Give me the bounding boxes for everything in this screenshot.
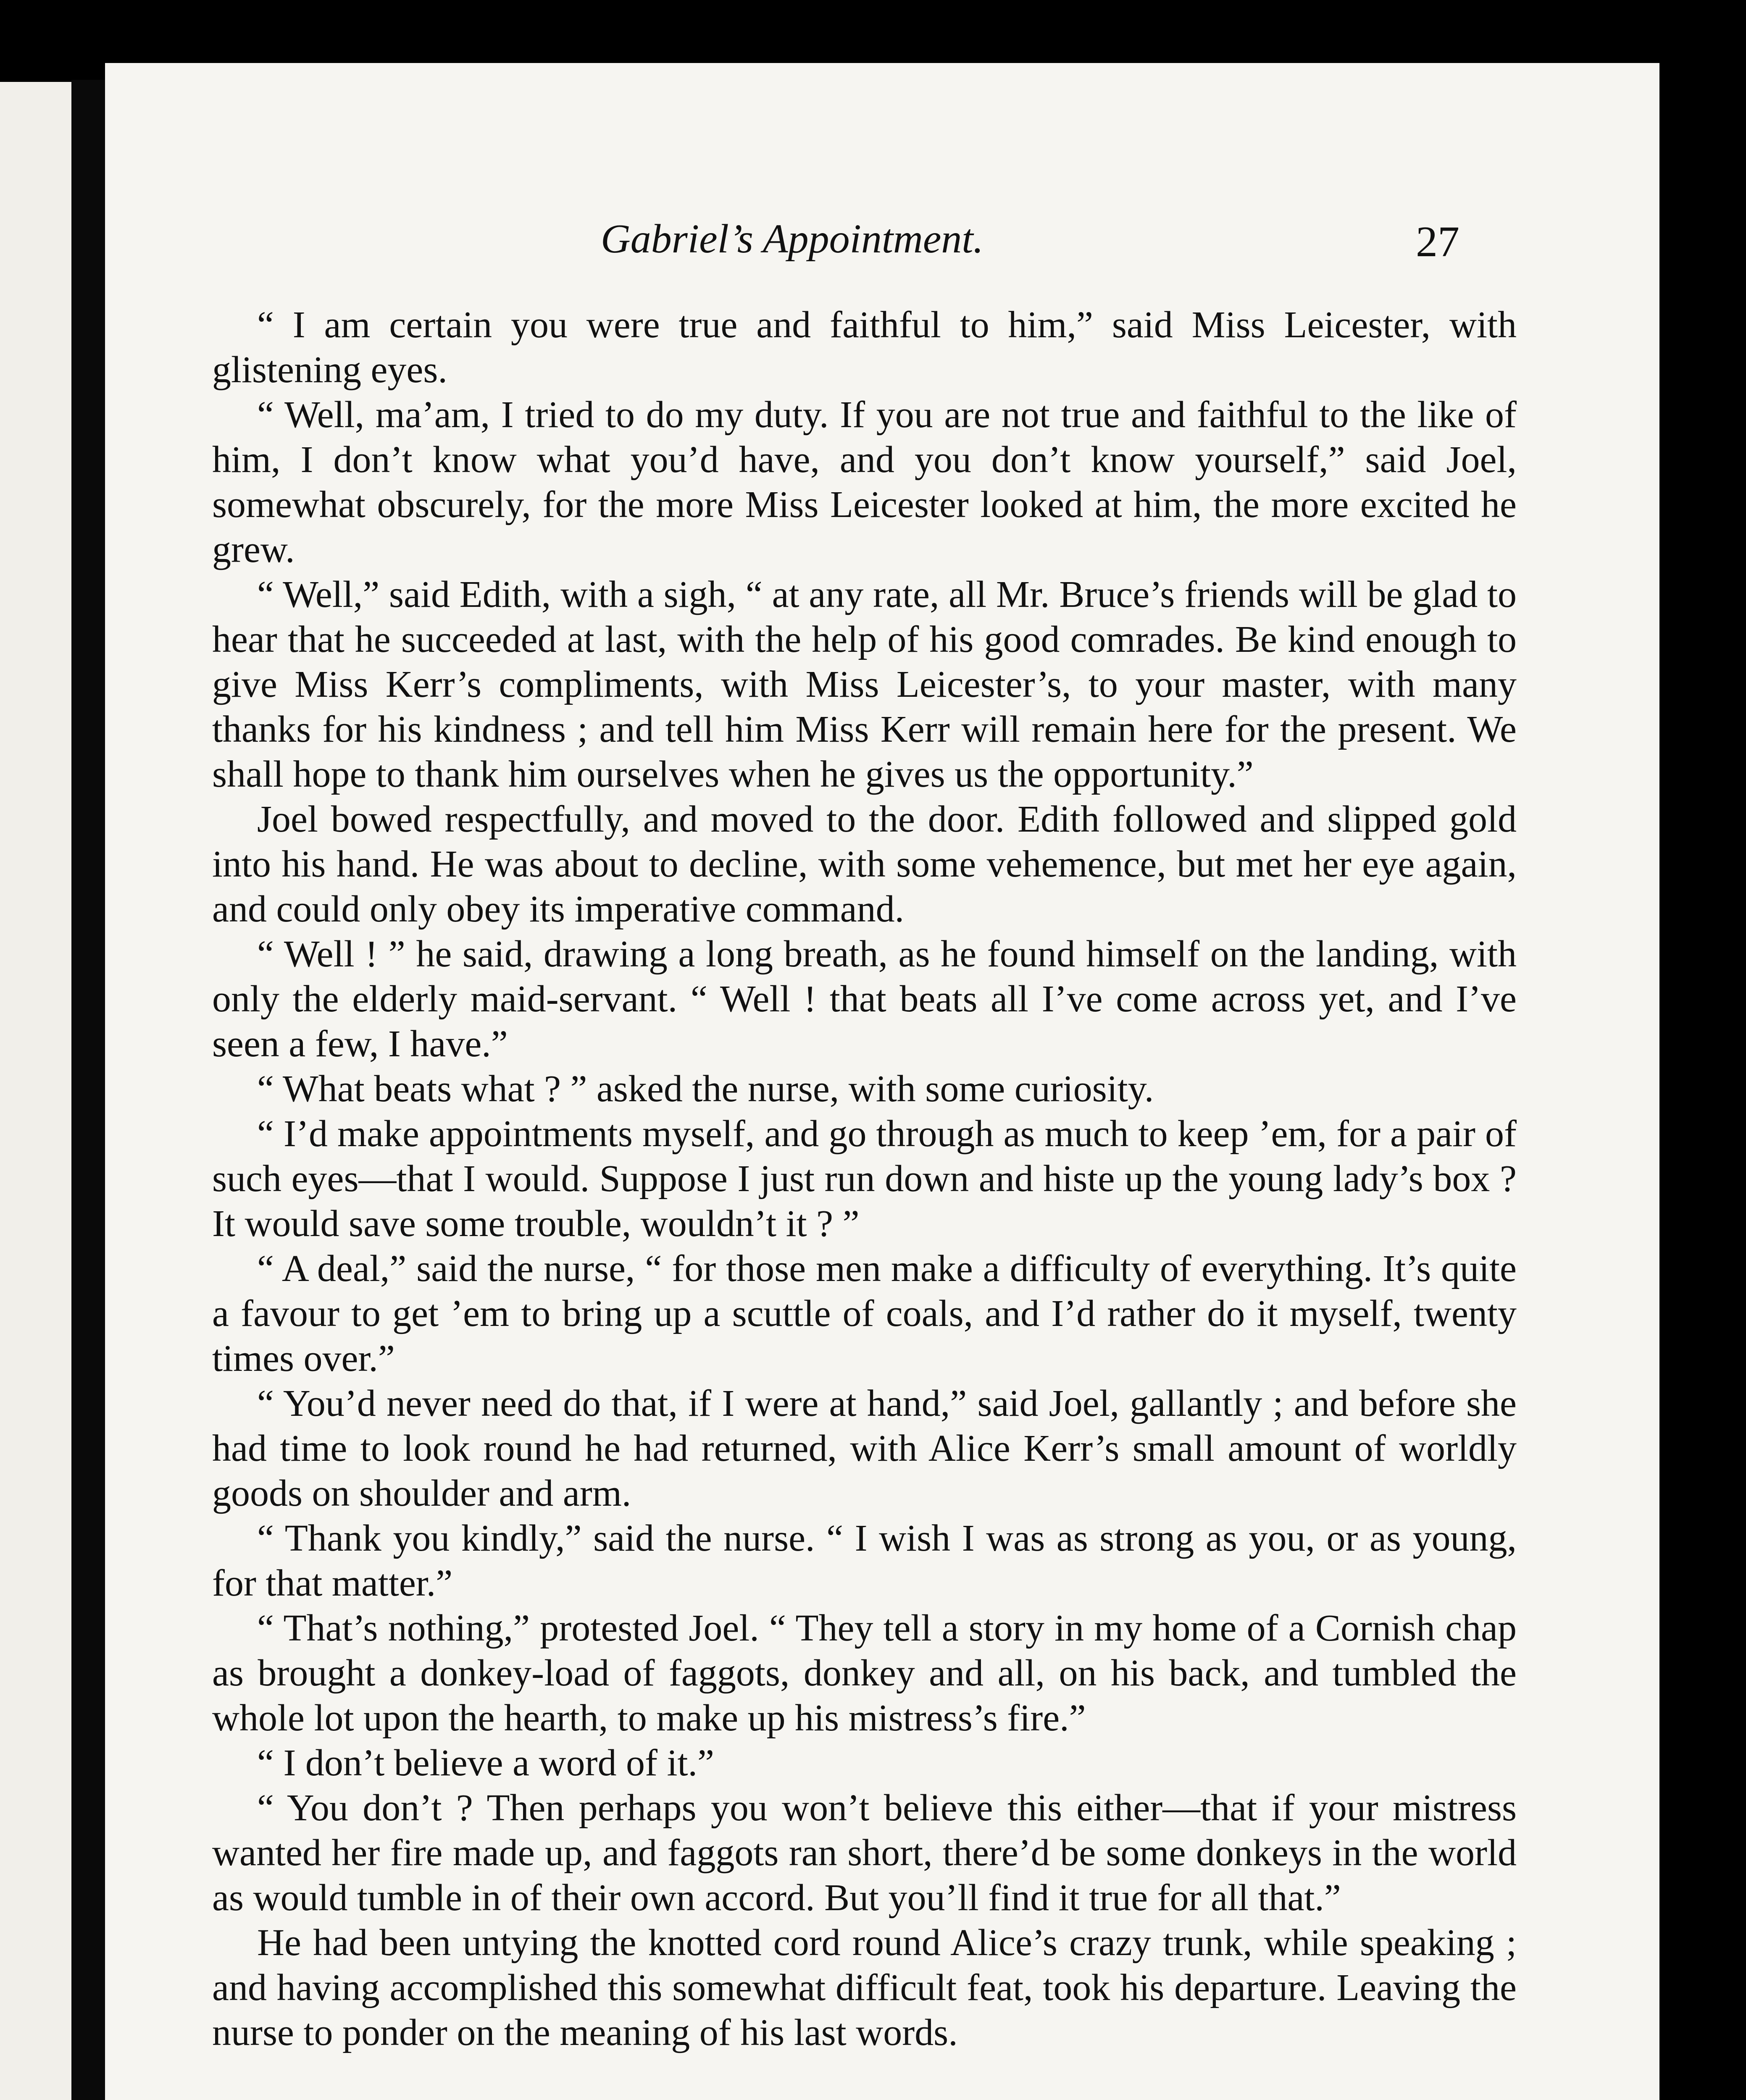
- paragraph: “ A deal,” said the nurse, “ for those men make a difficulty of everything. It’s quite a favour to get ’em to bring up a scuttle of coals, and I’d rather do it myself, twenty times over.”: [212, 1248, 1517, 1379]
- adjacent-page-edge: [0, 82, 71, 2100]
- paragraph: “ I don’t believe a word of it.”: [257, 1742, 714, 1784]
- paragraph: “ Well, ma’am, I tried to do my duty. If you are not true and faithful to the like of him, I don’t know what you’d have, and you don’t know yourself,” said Joel, somewhat obscurely, for the more Miss Leicester looked at him, the more excited he grew.: [212, 394, 1517, 570]
- paragraph: “ What beats what ? ” asked the nurse, with some curiosity.: [257, 1068, 1154, 1110]
- paragraph: He had been untying the knotted cord round Alice’s crazy trunk, while speaking ; and having accomplished this somewhat difficult feat, took his departure. Leaving the nurse to ponder on the meaning of his last words.: [212, 1922, 1517, 2053]
- paragraph: “ You don’t ? Then perhaps you won’t believe this either—that if your mistress wanted her fire made up, and faggots ran short, there’d be some donkeys in the world as would tumble in of their own accord. But you’ll find it true for all that.”: [212, 1787, 1517, 1919]
- running-head: [105, 218, 1559, 273]
- book-page: [105, 63, 1659, 2100]
- body-text: [212, 302, 1517, 2055]
- paragraph: “ That’s nothing,” protested Joel. “ They tell a story in my home of a Cornish chap as brought a donkey-load of faggots, donkey and all, on his back, and tumbled the whole lot upon the hearth, to make up his mistress’s fire.”: [212, 1607, 1517, 1739]
- running-title: Gabriel’s Appointment.: [601, 216, 984, 262]
- paragraph: “ You’d never need do that, if I were at hand,” said Joel, gallantly ; and before she had time to look round he had returned, with Alice Kerr’s small amount of worldly goods on shoulder and arm.: [212, 1383, 1517, 1514]
- paragraph: “ I’d make appointments myself, and go through as much to keep ’em, for a pair of such eyes—that I would. Suppose I just run down and histe up the young lady’s box ? It would save some trouble, wouldn’t it ? ”: [212, 1113, 1517, 1244]
- paragraph: “ I am certain you were true and faithful to him,” said Miss Leicester, with glistening eyes.: [212, 304, 1517, 391]
- paragraph: “ Thank you kindly,” said the nurse. “ I wish I was as strong as you, or as young, for that matter.”: [212, 1517, 1517, 1604]
- paragraph: “ Well ! ” he said, drawing a long breath, as he found himself on the landing, with only the elderly maid-servant. “ Well ! that beats all I’ve come across yet, and I’ve seen a few, I have.”: [212, 933, 1517, 1065]
- page-number: 27: [1416, 218, 1459, 266]
- paragraph: “ Well,” said Edith, with a sigh, “ at any rate, all Mr. Bruce’s friends will be glad to hear that he succeeded at last, with the help of his good comrades. Be kind enough to give Miss Kerr’s compliments, with Miss Leicester’s, to your master, with many thanks for his kindness ; and tell him Miss Kerr will remain here for the present. We shall hope to thank him ourselves when he gives us the opportunity.”: [212, 574, 1517, 795]
- paragraph: Joel bowed respectfully, and moved to the door. Edith followed and slipped gold into his hand. He was about to decline, with some vehemence, but met her eye again, and could only obey its imperative command.: [212, 798, 1517, 930]
- book-gutter: [71, 80, 105, 2100]
